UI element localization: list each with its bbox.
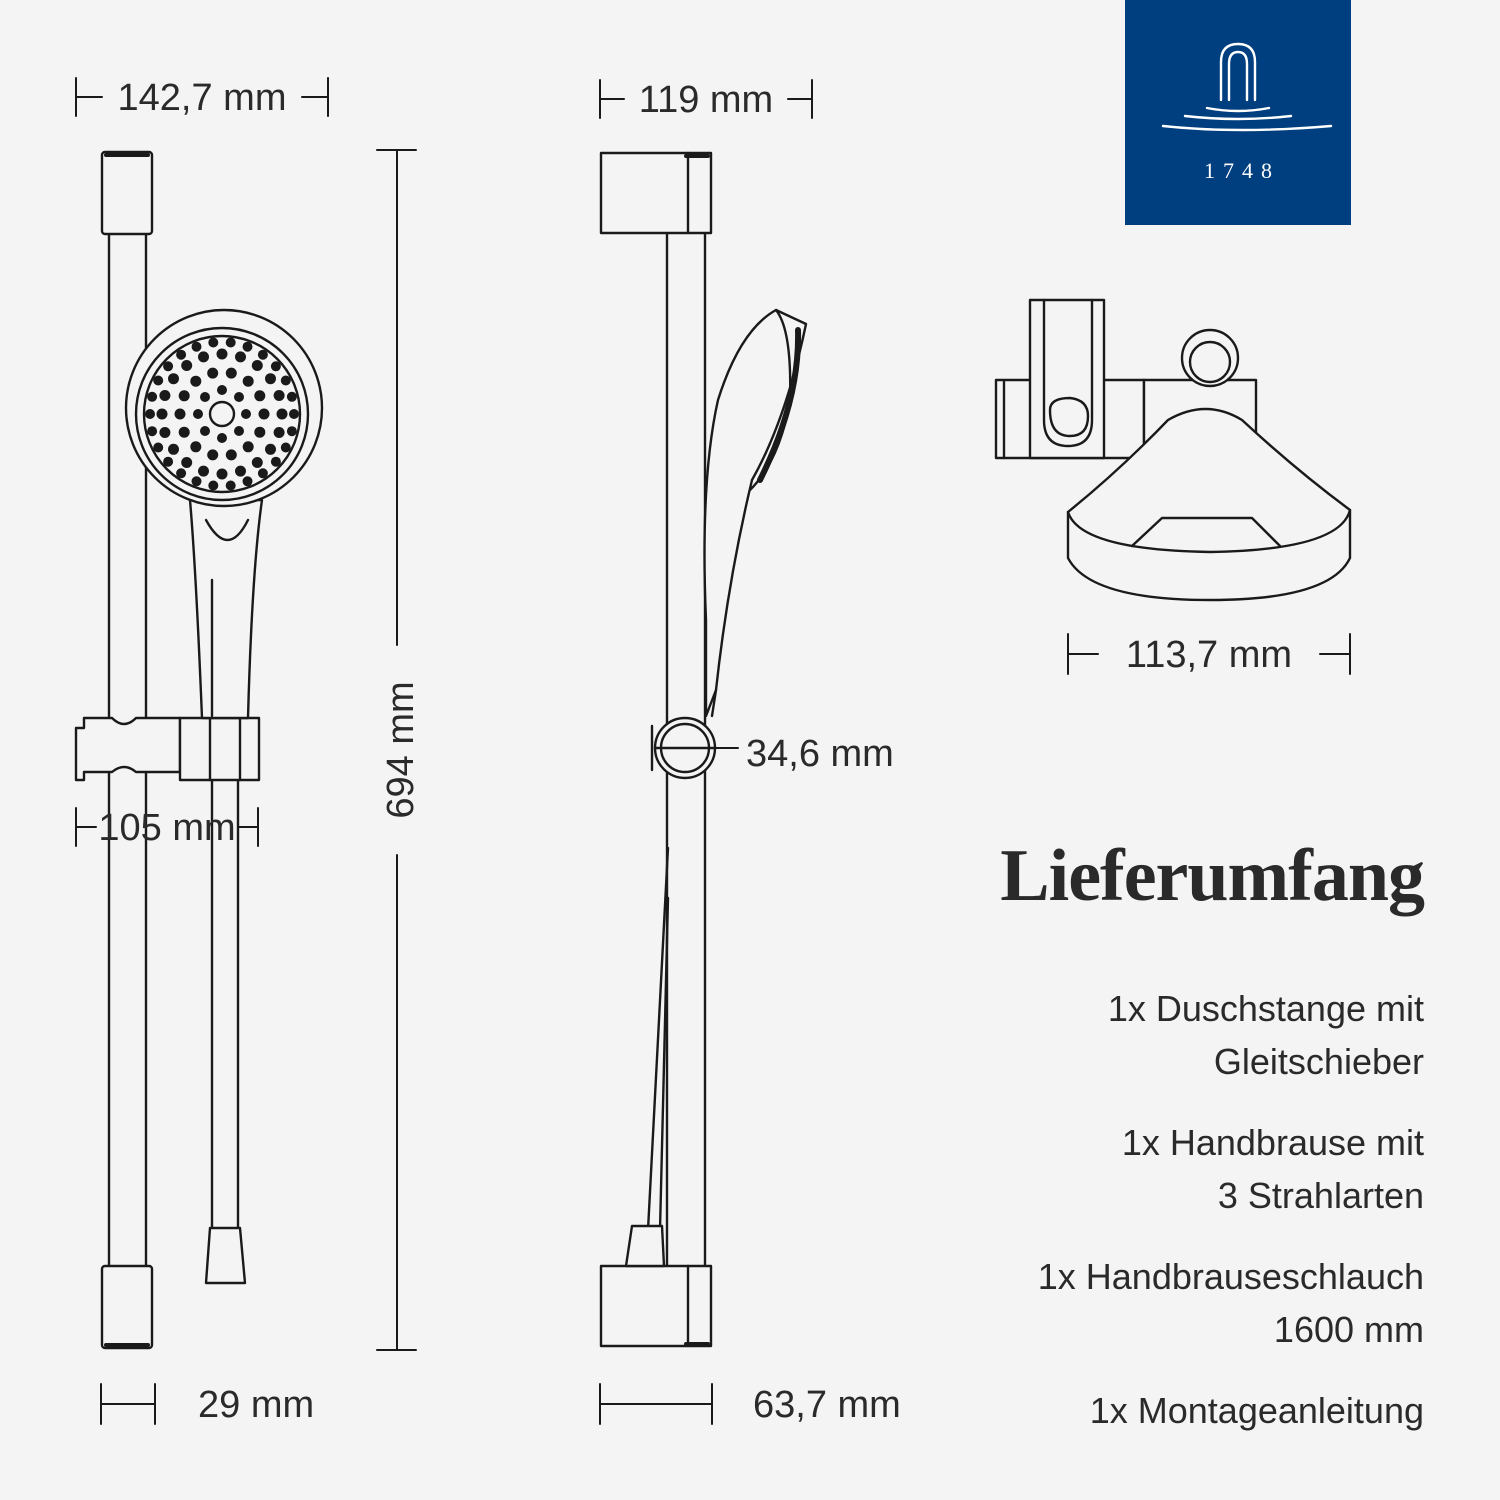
nozzle bbox=[277, 409, 288, 420]
nozzle bbox=[190, 441, 201, 452]
nozzle bbox=[252, 457, 263, 468]
scope-item-hand-shower: 1x Handbrause mit 3 Strahlarten bbox=[1121, 1122, 1424, 1216]
nozzle bbox=[271, 361, 281, 371]
nozzle bbox=[243, 376, 254, 387]
nozzle bbox=[281, 443, 291, 453]
nozzle bbox=[147, 426, 157, 436]
side-hose bbox=[648, 848, 668, 1230]
nozzle bbox=[226, 449, 237, 460]
nozzle bbox=[163, 457, 173, 467]
logo-year: 1748 bbox=[1204, 158, 1280, 183]
brand-logo bbox=[1125, 0, 1351, 225]
nozzle bbox=[226, 368, 237, 379]
nozzle bbox=[287, 392, 297, 402]
nozzle bbox=[226, 481, 236, 491]
nozzle bbox=[207, 449, 218, 460]
scope-item-hose: 1x Handbrauseschlauch 1600 mm bbox=[1037, 1256, 1424, 1350]
nozzle bbox=[159, 427, 170, 438]
nozzle bbox=[190, 376, 201, 387]
label-29: 29 mm bbox=[198, 1384, 315, 1426]
nozzle bbox=[153, 443, 163, 453]
front-view bbox=[76, 78, 328, 1348]
nozzle bbox=[217, 349, 228, 360]
nozzle bbox=[168, 373, 179, 384]
nozzle bbox=[235, 466, 246, 477]
label-105: 105 mm bbox=[98, 807, 236, 849]
front-slider-clamp bbox=[180, 718, 259, 780]
nozzle bbox=[175, 409, 186, 420]
bracket-dimension-63-7 bbox=[600, 1384, 712, 1424]
side-bottom-bracket bbox=[601, 1266, 711, 1346]
nozzle bbox=[234, 392, 244, 402]
scope-item-shower-rail: 1x Duschstange mit Gleitschieber bbox=[1107, 988, 1424, 1082]
nozzle bbox=[198, 351, 209, 362]
nozzle bbox=[287, 426, 297, 436]
nozzle bbox=[217, 433, 227, 443]
front-handle bbox=[190, 500, 262, 718]
nozzle bbox=[217, 469, 228, 480]
nozzle bbox=[181, 457, 192, 468]
label-34-6: 34,6 mm bbox=[746, 733, 894, 775]
label-119: 119 mm bbox=[638, 79, 774, 121]
nozzle bbox=[254, 427, 265, 438]
nozzle bbox=[217, 385, 227, 395]
nozzle bbox=[274, 427, 285, 438]
nozzle bbox=[235, 351, 246, 362]
nozzle bbox=[241, 409, 251, 419]
nozzle bbox=[179, 390, 190, 401]
side-view bbox=[600, 80, 812, 1346]
bracket-dimension-29 bbox=[101, 1384, 155, 1424]
nozzle bbox=[176, 350, 186, 360]
scope-item-manual: 1x Montageanleitung bbox=[1089, 1390, 1424, 1431]
nozzle bbox=[243, 342, 253, 352]
label-63-7: 63,7 mm bbox=[753, 1384, 901, 1426]
label-694: 694 mm bbox=[380, 681, 422, 819]
nozzle bbox=[159, 390, 170, 401]
nozzle bbox=[208, 481, 218, 491]
nozzle bbox=[163, 361, 173, 371]
scope-list bbox=[864, 982, 1424, 1437]
nozzle bbox=[207, 368, 218, 379]
nozzle bbox=[181, 360, 192, 371]
side-top-bracket bbox=[601, 153, 711, 233]
nozzle bbox=[254, 390, 265, 401]
nozzle bbox=[243, 441, 254, 452]
nozzle bbox=[271, 457, 281, 467]
nozzle bbox=[192, 476, 202, 486]
scope-title: Lieferumfang bbox=[1000, 835, 1424, 917]
nozzle bbox=[259, 409, 270, 420]
nozzle bbox=[208, 338, 218, 348]
front-bottom-bracket bbox=[102, 1266, 152, 1348]
nozzle bbox=[252, 360, 263, 371]
delivery-scope bbox=[864, 828, 1424, 1465]
front-top-bracket bbox=[102, 152, 152, 234]
nozzle bbox=[243, 476, 253, 486]
nozzle bbox=[200, 392, 210, 402]
nozzle bbox=[200, 426, 210, 436]
shelf-view bbox=[996, 300, 1350, 600]
nozzle bbox=[258, 350, 268, 360]
nozzle bbox=[168, 444, 179, 455]
label-113-7: 113,7 mm bbox=[1125, 634, 1293, 676]
nozzle bbox=[157, 409, 168, 420]
nozzle bbox=[265, 444, 276, 455]
nozzle bbox=[193, 409, 203, 419]
nozzle bbox=[265, 373, 276, 384]
nozzle bbox=[176, 468, 186, 478]
nozzle bbox=[198, 466, 209, 477]
nozzle bbox=[281, 376, 291, 386]
nozzle bbox=[179, 427, 190, 438]
nozzle bbox=[289, 409, 299, 419]
nozzle bbox=[192, 342, 202, 352]
nozzle bbox=[153, 376, 163, 386]
nozzle bbox=[234, 426, 244, 436]
nozzle bbox=[258, 468, 268, 478]
nozzle bbox=[226, 338, 236, 348]
label-142-7: 142,7 mm bbox=[117, 77, 287, 119]
nozzle bbox=[274, 390, 285, 401]
nozzle bbox=[145, 409, 155, 419]
logo-background bbox=[1125, 0, 1351, 225]
nozzle bbox=[147, 392, 157, 402]
front-hose-cone bbox=[206, 1228, 245, 1283]
